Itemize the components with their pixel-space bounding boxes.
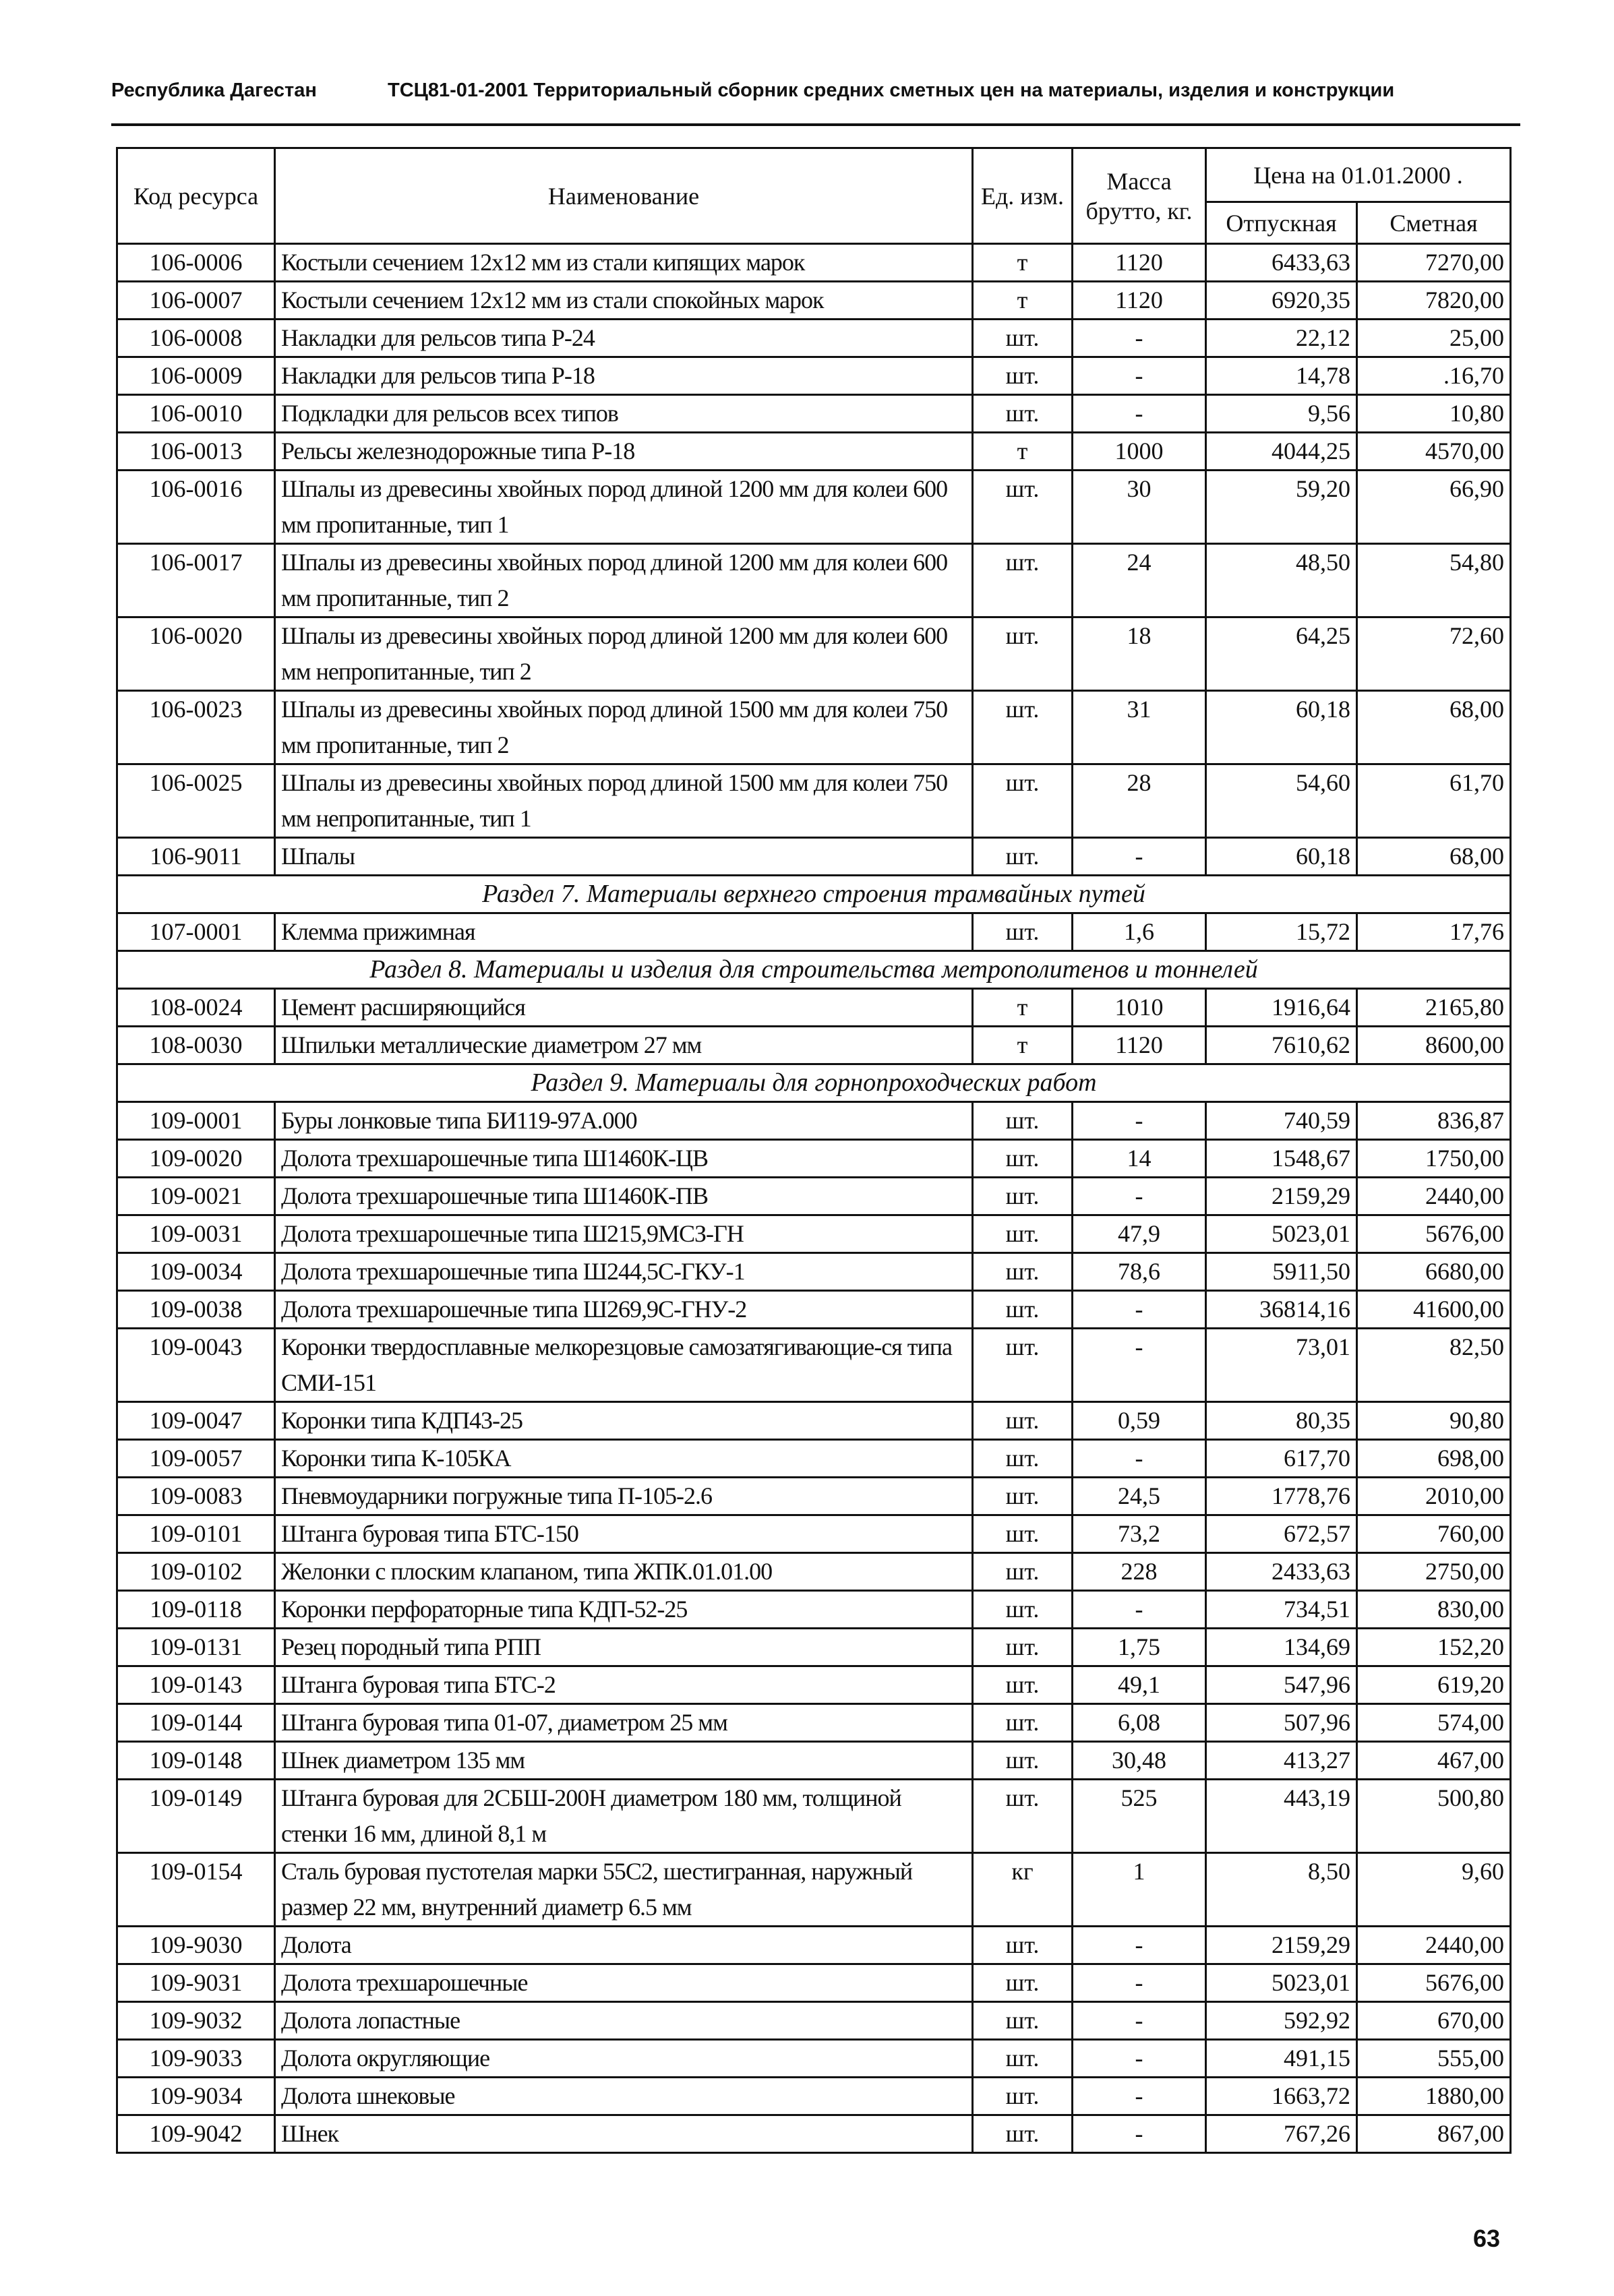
table-row [117, 1178, 1511, 1215]
cell-estimate-price: 4570,00 [1357, 433, 1511, 471]
cell-estimate-price: 836,87 [1357, 1102, 1511, 1140]
cell-unit: шт. [973, 1253, 1073, 1291]
cell-unit: шт. [973, 2078, 1073, 2115]
cell-mass: 14 [1073, 1140, 1206, 1178]
cell-mass: 30,48 [1073, 1742, 1206, 1780]
cell-mass: - [1073, 357, 1206, 395]
cell-release-price: 6433,63 [1206, 244, 1357, 282]
cell-estimate-price: 68,00 [1357, 838, 1511, 876]
cell-release-price: 60,18 [1206, 838, 1357, 876]
table-row [117, 1102, 1511, 1140]
cell-unit: шт. [973, 1666, 1073, 1704]
table-row [117, 395, 1511, 433]
cell-code: 109-0154 [117, 1853, 275, 1927]
cell-name: Резец породный типа РПП [275, 1629, 973, 1666]
cell-code: 106-0020 [117, 617, 275, 691]
cell-mass: 1120 [1073, 1027, 1206, 1064]
cell-unit: шт. [973, 1478, 1073, 1515]
table-body [117, 244, 1511, 2153]
cell-release-price: 734,51 [1206, 1591, 1357, 1629]
cell-code: 106-0025 [117, 764, 275, 838]
cell-estimate-price: 10,80 [1357, 395, 1511, 433]
table-row [117, 2002, 1511, 2040]
cell-mass: 28 [1073, 764, 1206, 838]
cell-code: 109-0118 [117, 1591, 275, 1629]
cell-estimate-price: 25,00 [1357, 320, 1511, 357]
cell-release-price: 73,01 [1206, 1329, 1357, 1402]
cell-code: 106-0017 [117, 544, 275, 617]
cell-estimate-price: 7270,00 [1357, 244, 1511, 282]
col-header-estimate: Сметная [1357, 202, 1511, 244]
cell-release-price: 1548,67 [1206, 1140, 1357, 1178]
cell-unit: шт. [973, 838, 1073, 876]
cell-code: 106-0009 [117, 357, 275, 395]
cell-estimate-price: 6680,00 [1357, 1253, 1511, 1291]
table-row [117, 471, 1511, 544]
cell-unit: шт. [973, 1927, 1073, 1964]
cell-estimate-price: 574,00 [1357, 1704, 1511, 1742]
cell-code: 109-9031 [117, 1964, 275, 2002]
cell-mass: - [1073, 2078, 1206, 2115]
table-row [117, 1553, 1511, 1591]
cell-estimate-price: 82,50 [1357, 1329, 1511, 1402]
col-header-mass: Масса брутто, кг. [1073, 148, 1206, 244]
cell-release-price: 1916,64 [1206, 989, 1357, 1027]
cell-code: 109-0131 [117, 1629, 275, 1666]
cell-mass: 1120 [1073, 244, 1206, 282]
table-row [117, 1704, 1511, 1742]
cell-mass: - [1073, 1440, 1206, 1478]
cell-release-price: 617,70 [1206, 1440, 1357, 1478]
cell-name: Костыли сечением 12х12 мм из стали спокойных марок [275, 282, 973, 320]
cell-unit: шт. [973, 1291, 1073, 1329]
cell-mass: - [1073, 838, 1206, 876]
cell-name: Подкладки для рельсов всех типов [275, 395, 973, 433]
cell-name: Шпильки металлические диаметром 27 мм [275, 1027, 973, 1064]
cell-mass: - [1073, 1102, 1206, 1140]
table-row [117, 1215, 1511, 1253]
cell-name: Шнек [275, 2115, 973, 2153]
table-row [117, 1515, 1511, 1553]
cell-unit: шт. [973, 691, 1073, 764]
cell-release-price: 507,96 [1206, 1704, 1357, 1742]
cell-estimate-price: 867,00 [1357, 2115, 1511, 2153]
cell-code: 106-0013 [117, 433, 275, 471]
table-row [117, 1629, 1511, 1666]
cell-mass: - [1073, 1178, 1206, 1215]
cell-mass: 525 [1073, 1780, 1206, 1853]
cell-name: Накладки для рельсов типа Р-18 [275, 357, 973, 395]
cell-estimate-price: 1750,00 [1357, 1140, 1511, 1178]
cell-unit: шт. [973, 471, 1073, 544]
cell-mass: 1010 [1073, 989, 1206, 1027]
table-row [117, 357, 1511, 395]
cell-unit: шт. [973, 1780, 1073, 1853]
cell-release-price: 80,35 [1206, 1402, 1357, 1440]
cell-unit: шт. [973, 617, 1073, 691]
table-row [117, 764, 1511, 838]
cell-estimate-price: 54,80 [1357, 544, 1511, 617]
table-row [117, 1440, 1511, 1478]
cell-unit: шт. [973, 1329, 1073, 1402]
cell-estimate-price: 66,90 [1357, 471, 1511, 544]
cell-code: 109-9030 [117, 1927, 275, 1964]
cell-estimate-price: 2440,00 [1357, 1178, 1511, 1215]
cell-code: 109-0001 [117, 1102, 275, 1140]
cell-release-price: 547,96 [1206, 1666, 1357, 1704]
cell-code: 109-0102 [117, 1553, 275, 1591]
cell-mass: - [1073, 395, 1206, 433]
col-header-name: Наименование [275, 148, 973, 244]
table-row [117, 838, 1511, 876]
table-row [117, 244, 1511, 282]
table-row [117, 544, 1511, 617]
cell-mass: 6,08 [1073, 1704, 1206, 1742]
cell-code: 109-0057 [117, 1440, 275, 1478]
cell-unit: т [973, 989, 1073, 1027]
cell-unit: т [973, 282, 1073, 320]
cell-mass: - [1073, 1591, 1206, 1629]
cell-code: 109-0047 [117, 1402, 275, 1440]
cell-code: 109-0148 [117, 1742, 275, 1780]
section-title: Раздел 9. Материалы для горнопроходческих работ [117, 1064, 1511, 1102]
table-row [117, 1402, 1511, 1440]
table-row [117, 433, 1511, 471]
cell-mass: - [1073, 1329, 1206, 1402]
cell-mass: 24,5 [1073, 1478, 1206, 1515]
cell-code: 109-0038 [117, 1291, 275, 1329]
cell-code: 109-0031 [117, 1215, 275, 1253]
cell-estimate-price: 760,00 [1357, 1515, 1511, 1553]
cell-estimate-price: 152,20 [1357, 1629, 1511, 1666]
col-header-code: Код ресурса [117, 148, 275, 244]
table-row [117, 1253, 1511, 1291]
table-row [117, 617, 1511, 691]
table-row [117, 1780, 1511, 1853]
table-row [117, 2115, 1511, 2153]
cell-mass: - [1073, 2115, 1206, 2153]
cell-code: 106-0023 [117, 691, 275, 764]
cell-unit: шт. [973, 2115, 1073, 2153]
cell-code: 109-0020 [117, 1140, 275, 1178]
cell-name: Долота трехшарошечные типа Ш1460К-ПВ [275, 1178, 973, 1215]
cell-name: Долота трехшарошечные типа Ш244,5С-ГКУ-1 [275, 1253, 973, 1291]
cell-unit: шт. [973, 1402, 1073, 1440]
cell-estimate-price: 41600,00 [1357, 1291, 1511, 1329]
cell-estimate-price: 830,00 [1357, 1591, 1511, 1629]
cell-code: 109-9032 [117, 2002, 275, 2040]
cell-release-price: 767,26 [1206, 2115, 1357, 2153]
cell-estimate-price: 61,70 [1357, 764, 1511, 838]
table-row [117, 1027, 1511, 1064]
cell-estimate-price: 2010,00 [1357, 1478, 1511, 1515]
cell-estimate-price: 5676,00 [1357, 1964, 1511, 2002]
cell-name: Долота округляющие [275, 2040, 973, 2078]
cell-release-price: 54,60 [1206, 764, 1357, 838]
table-row [117, 1666, 1511, 1704]
cell-code: 109-9042 [117, 2115, 275, 2153]
cell-unit: кг [973, 1853, 1073, 1927]
cell-name: Долота трехшарошечные [275, 1964, 973, 2002]
cell-name: Рельсы железнодорожные типа Р-18 [275, 433, 973, 471]
col-header-unit: Ед. изм. [973, 148, 1073, 244]
cell-unit: шт. [973, 2002, 1073, 2040]
cell-release-price: 2433,63 [1206, 1553, 1357, 1591]
cell-name: Штанга буровая типа 01-07, диаметром 25 мм [275, 1704, 973, 1742]
cell-mass: - [1073, 1927, 1206, 1964]
cell-estimate-price: 17,76 [1357, 913, 1511, 951]
cell-unit: шт. [973, 1704, 1073, 1742]
table-row [117, 1140, 1511, 1178]
cell-unit: шт. [973, 320, 1073, 357]
cell-release-price: 134,69 [1206, 1629, 1357, 1666]
col-header-release: Отпускная [1206, 202, 1357, 244]
cell-release-price: 9,56 [1206, 395, 1357, 433]
table-row [117, 1927, 1511, 1964]
section-title: Раздел 7. Материалы верхнего строения трамвайных путей [117, 876, 1511, 913]
cell-code: 106-0010 [117, 395, 275, 433]
cell-release-price: 5023,01 [1206, 1964, 1357, 2002]
cell-name: Долота трехшарошечные типа Ш215,9МСЗ-ГН [275, 1215, 973, 1253]
cell-code: 109-0034 [117, 1253, 275, 1291]
cell-unit: шт. [973, 1515, 1073, 1553]
cell-unit: шт. [973, 357, 1073, 395]
cell-unit: шт. [973, 1140, 1073, 1178]
cell-name: Сталь буровая пустотелая марки 55С2, шестигранная, наружный размер 22 мм, внутренний диаметр 6.5 мм [275, 1853, 973, 1927]
cell-mass: - [1073, 1291, 1206, 1329]
header-title: ТСЦ81-01-2001 Территориальный сборник средних сметных цен на материалы, изделия и конструкции [388, 80, 1395, 101]
cell-name: Коронки типа КДП43-25 [275, 1402, 973, 1440]
cell-release-price: 7610,62 [1206, 1027, 1357, 1064]
cell-name: Буры лонковые типа БИ119-97А.000 [275, 1102, 973, 1140]
section-heading-row [117, 876, 1511, 913]
col-header-price: Цена на 01.01.2000 . [1206, 148, 1511, 202]
cell-mass: 30 [1073, 471, 1206, 544]
cell-code: 107-0001 [117, 913, 275, 951]
cell-estimate-price: 619,20 [1357, 1666, 1511, 1704]
table-row [117, 691, 1511, 764]
cell-mass: - [1073, 2002, 1206, 2040]
cell-release-price: 1778,76 [1206, 1478, 1357, 1515]
section-heading-row [117, 1064, 1511, 1102]
cell-release-price: 48,50 [1206, 544, 1357, 617]
cell-release-price: 15,72 [1206, 913, 1357, 951]
cell-release-price: 22,12 [1206, 320, 1357, 357]
cell-code: 106-0006 [117, 244, 275, 282]
cell-name: Цемент расширяющийся [275, 989, 973, 1027]
cell-estimate-price: 2750,00 [1357, 1553, 1511, 1591]
cell-release-price: 36814,16 [1206, 1291, 1357, 1329]
cell-estimate-price: 555,00 [1357, 2040, 1511, 2078]
cell-estimate-price: .16,70 [1357, 357, 1511, 395]
cell-name: Шпалы [275, 838, 973, 876]
cell-estimate-price: 8600,00 [1357, 1027, 1511, 1064]
cell-estimate-price: 2440,00 [1357, 1927, 1511, 1964]
cell-name: Шпалы из древесины хвойных пород длиной 1200 мм для колеи 600 мм пропитанные, тип 2 [275, 544, 973, 617]
cell-name: Коронки перфораторные типа КДП-52-25 [275, 1591, 973, 1629]
table-row [117, 1329, 1511, 1402]
cell-mass: - [1073, 320, 1206, 357]
cell-mass: - [1073, 1964, 1206, 2002]
table-row [117, 1478, 1511, 1515]
cell-release-price: 672,57 [1206, 1515, 1357, 1553]
cell-code: 108-0024 [117, 989, 275, 1027]
cell-release-price: 1663,72 [1206, 2078, 1357, 2115]
section-heading-row [117, 951, 1511, 989]
cell-estimate-price: 68,00 [1357, 691, 1511, 764]
cell-code: 109-0083 [117, 1478, 275, 1515]
cell-unit: шт. [973, 1553, 1073, 1591]
cell-name: Долота лопастные [275, 2002, 973, 2040]
cell-unit: т [973, 244, 1073, 282]
cell-name: Клемма прижимная [275, 913, 973, 951]
table-row [117, 2078, 1511, 2115]
cell-unit: шт. [973, 2040, 1073, 2078]
table-row [117, 1591, 1511, 1629]
cell-mass: 1120 [1073, 282, 1206, 320]
cell-estimate-price: 72,60 [1357, 617, 1511, 691]
cell-release-price: 413,27 [1206, 1742, 1357, 1780]
table-row [117, 1742, 1511, 1780]
cell-release-price: 4044,25 [1206, 433, 1357, 471]
cell-unit: шт. [973, 1178, 1073, 1215]
cell-estimate-price: 5676,00 [1357, 1215, 1511, 1253]
cell-estimate-price: 500,80 [1357, 1780, 1511, 1853]
cell-name: Долота трехшарошечные типа Ш269,9С-ГНУ-2 [275, 1291, 973, 1329]
cell-name: Долота [275, 1927, 973, 1964]
cell-mass: - [1073, 2040, 1206, 2078]
cell-unit: т [973, 433, 1073, 471]
cell-unit: шт. [973, 1591, 1073, 1629]
cell-name: Шпалы из древесины хвойных пород длиной 1500 мм для колеи 750 мм непропитанные, тип 1 [275, 764, 973, 838]
cell-mass: 1 [1073, 1853, 1206, 1927]
cell-mass: 31 [1073, 691, 1206, 764]
cell-name: Шпалы из древесины хвойных пород длиной 1500 мм для колеи 750 мм пропитанные, тип 2 [275, 691, 973, 764]
cell-mass: 78,6 [1073, 1253, 1206, 1291]
price-table [116, 147, 1512, 2154]
cell-release-price: 14,78 [1206, 357, 1357, 395]
cell-name: Долота трехшарошечные типа Ш1460К-ЦВ [275, 1140, 973, 1178]
cell-mass: 0,59 [1073, 1402, 1206, 1440]
table-row [117, 913, 1511, 951]
cell-estimate-price: 9,60 [1357, 1853, 1511, 1927]
cell-release-price: 2159,29 [1206, 1927, 1357, 1964]
cell-estimate-price: 2165,80 [1357, 989, 1511, 1027]
cell-code: 106-0008 [117, 320, 275, 357]
cell-unit: шт. [973, 1964, 1073, 2002]
cell-unit: шт. [973, 764, 1073, 838]
cell-name: Костыли сечением 12х12 мм из стали кипящих марок [275, 244, 973, 282]
header-region: Республика Дагестан [111, 80, 317, 101]
cell-mass: 1,75 [1073, 1629, 1206, 1666]
cell-code: 109-9034 [117, 2078, 275, 2115]
cell-name: Коронки типа К-105КА [275, 1440, 973, 1478]
cell-name: Шпалы из древесины хвойных пород длиной 1200 мм для колеи 600 мм пропитанные, тип 1 [275, 471, 973, 544]
cell-code: 106-0007 [117, 282, 275, 320]
table-row [117, 1964, 1511, 2002]
cell-unit: шт. [973, 1742, 1073, 1780]
cell-release-price: 443,19 [1206, 1780, 1357, 1853]
cell-release-price: 5911,50 [1206, 1253, 1357, 1291]
cell-code: 109-9033 [117, 2040, 275, 2078]
cell-release-price: 5023,01 [1206, 1215, 1357, 1253]
cell-unit: шт. [973, 913, 1073, 951]
cell-release-price: 60,18 [1206, 691, 1357, 764]
cell-code: 109-0143 [117, 1666, 275, 1704]
cell-release-price: 64,25 [1206, 617, 1357, 691]
cell-code: 109-0043 [117, 1329, 275, 1402]
cell-unit: шт. [973, 1102, 1073, 1140]
cell-name: Накладки для рельсов типа Р-24 [275, 320, 973, 357]
cell-release-price: 2159,29 [1206, 1178, 1357, 1215]
cell-mass: 47,9 [1073, 1215, 1206, 1253]
cell-name: Пневмоударники погружные типа П-105-2.6 [275, 1478, 973, 1515]
cell-release-price: 8,50 [1206, 1853, 1357, 1927]
cell-code: 106-0016 [117, 471, 275, 544]
cell-name: Долота шнековые [275, 2078, 973, 2115]
cell-release-price: 592,92 [1206, 2002, 1357, 2040]
cell-unit: шт. [973, 1215, 1073, 1253]
cell-estimate-price: 7820,00 [1357, 282, 1511, 320]
cell-mass: 1,6 [1073, 913, 1206, 951]
cell-mass: 18 [1073, 617, 1206, 691]
cell-estimate-price: 467,00 [1357, 1742, 1511, 1780]
section-title: Раздел 8. Материалы и изделия для строительства метрополитенов и тоннелей [117, 951, 1511, 989]
table-row [117, 1853, 1511, 1927]
cell-estimate-price: 670,00 [1357, 2002, 1511, 2040]
cell-name: Шнек диаметром 135 мм [275, 1742, 973, 1780]
cell-mass: 228 [1073, 1553, 1206, 1591]
cell-code: 108-0030 [117, 1027, 275, 1064]
cell-code: 109-0144 [117, 1704, 275, 1742]
cell-name: Штанга буровая типа БТС-150 [275, 1515, 973, 1553]
cell-name: Шпалы из древесины хвойных пород длиной 1200 мм для колеи 600 мм непропитанные, тип 2 [275, 617, 973, 691]
cell-unit: шт. [973, 1629, 1073, 1666]
table-row [117, 282, 1511, 320]
cell-code: 109-0101 [117, 1515, 275, 1553]
cell-mass: 49,1 [1073, 1666, 1206, 1704]
cell-unit: шт. [973, 395, 1073, 433]
cell-release-price: 6920,35 [1206, 282, 1357, 320]
cell-release-price: 491,15 [1206, 2040, 1357, 2078]
cell-code: 106-9011 [117, 838, 275, 876]
cell-mass: 1000 [1073, 433, 1206, 471]
cell-name: Штанга буровая типа БТС-2 [275, 1666, 973, 1704]
cell-mass: 24 [1073, 544, 1206, 617]
cell-name: Желонки с плоским клапаном, типа ЖПК.01.01.00 [275, 1553, 973, 1591]
cell-unit: т [973, 1027, 1073, 1064]
cell-name: Штанга буровая для 2СБШ-200Н диаметром 180 мм, толщиной стенки 16 мм, длиной 8,1 м [275, 1780, 973, 1853]
cell-unit: шт. [973, 1440, 1073, 1478]
cell-release-price: 740,59 [1206, 1102, 1357, 1140]
cell-unit: шт. [973, 544, 1073, 617]
cell-name: Коронки твердосплавные мелкорезцовые самозатягивающие-ся типа СМИ-151 [275, 1329, 973, 1402]
cell-code: 109-0149 [117, 1780, 275, 1853]
table-row [117, 2040, 1511, 2078]
cell-estimate-price: 90,80 [1357, 1402, 1511, 1440]
header-rule [111, 123, 1520, 126]
cell-estimate-price: 698,00 [1357, 1440, 1511, 1478]
page-number: 63 [1473, 2225, 1501, 2252]
table-row [117, 320, 1511, 357]
table-row [117, 989, 1511, 1027]
cell-estimate-price: 1880,00 [1357, 2078, 1511, 2115]
cell-mass: 73,2 [1073, 1515, 1206, 1553]
table-row [117, 1291, 1511, 1329]
cell-release-price: 59,20 [1206, 471, 1357, 544]
cell-code: 109-0021 [117, 1178, 275, 1215]
